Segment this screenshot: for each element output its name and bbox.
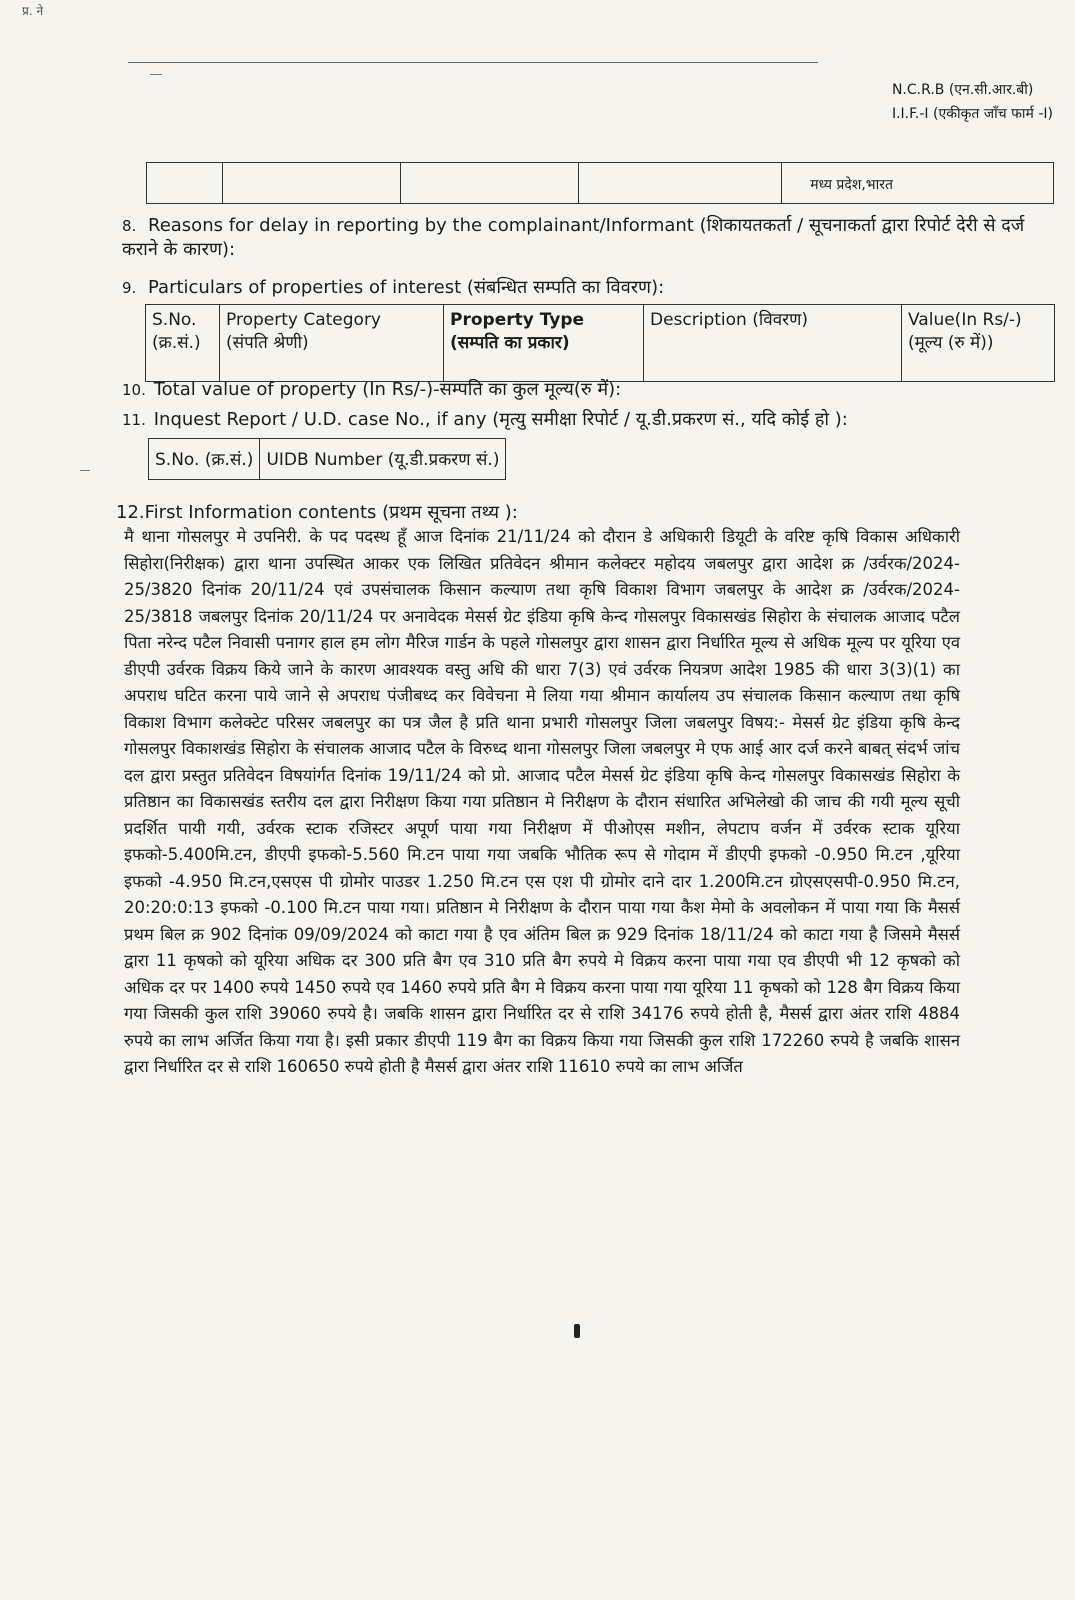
top-table-cell — [147, 163, 223, 203]
section-10-text: Total value of property (In Rs/-)-सम्पति का कुल मूल्य(रु में): — [153, 379, 622, 400]
section-8-text: Reasons for delay in reporting by the complainant/Informant (शिकायतकर्ता / सूचनाकर्ता द्वारा रिपोर्ट देरी से दर्ज कराने के कारण): — [122, 215, 1025, 260]
header-ncrb: N.C.R.B (एन.सी.आर.बी) — [891, 82, 1034, 98]
top-table-cell — [401, 163, 579, 203]
col-category-hi: (संपति श्रेणी) — [226, 333, 309, 353]
col-type-hi: (सम्पति का प्रकार) — [450, 333, 570, 353]
property-col-category — [220, 305, 444, 381]
top-table-cell — [579, 163, 782, 203]
section-9-text: Particulars of properties of interest (संबन्धित सम्पति का विवरण): — [148, 277, 665, 298]
section-9-number: 9. — [122, 279, 137, 297]
top-table-state-cell — [782, 163, 1053, 203]
col-category-en: Property Category — [226, 310, 381, 330]
col-description-en: Description (विवरण) — [650, 310, 809, 330]
page-number-mark — [574, 1324, 580, 1338]
section-8 — [122, 214, 1057, 262]
top-info-table — [146, 162, 1054, 204]
scan-speck — [80, 470, 90, 471]
section-10-number: 10. — [122, 381, 146, 399]
property-col-description — [644, 305, 902, 381]
property-col-type — [444, 305, 644, 381]
section-11-text: Inquest Report / U.D. case No., if any (मृत्यु समीक्षा रिपोर्ट / यू.डी.प्रकरण सं., यदि कोई हो ): — [153, 409, 848, 430]
col-sno-hi: (क्र.सं.) — [152, 333, 201, 353]
property-table — [145, 304, 1055, 382]
section-10 — [122, 378, 1057, 402]
inquest-col-sno: S.No. (क्र.सं.) — [149, 439, 260, 479]
form-header — [892, 78, 1053, 126]
col-value-hi: (मूल्य (रु में)) — [908, 333, 994, 353]
section-9 — [122, 276, 1057, 300]
inquest-table — [148, 438, 506, 480]
section-8-number: 8. — [122, 217, 137, 235]
state-label: मध्य प्रदेश,भारत — [810, 177, 893, 193]
col-sno-en: S.No. — [152, 310, 197, 330]
inquest-col-uidb: UIDB Number (यू.डी.प्रकरण सं.) — [266, 450, 500, 470]
section-11-number: 11. — [122, 411, 146, 429]
col-value-en: Value(In Rs/-) — [908, 310, 1022, 330]
section-12-title: 12.First Information contents (प्रथम सूचना तथ्य ): — [116, 502, 518, 523]
top-rule-line — [128, 62, 818, 63]
scan-speck — [150, 74, 162, 75]
property-col-sno — [146, 305, 220, 381]
col-type-en: Property Type — [450, 310, 585, 330]
header-iif: I.I.F.-I (एकीकृत जाँच फार्म -I) — [891, 106, 1053, 122]
top-table-cell — [223, 163, 401, 203]
property-col-value — [902, 305, 1052, 381]
section-11 — [122, 408, 1057, 432]
corner-handwritten-mark: प्र. ने — [22, 4, 44, 18]
first-information-body: मै थाना गोसलपुर मे उपनिरी. के पद पदस्थ हूँ आज दिनांक 21/11/24 को दौरान डे अधिकारी डियूटी के वरिष्ट कृषि विकास अधिकारी सिहोरा(निरीक्षक) द्वारा थाना उपस्थित आकर एक लिखित प्रतिवेदन श्रीमान कलेक्टर महोदय जबलपुर द्वारा आदेश क्र /उर्वरक/2024-25/3820 दिनांक 20/11/24 एवं उपसंचालक किसान कल्याण तथा कृषि विकाश विभाग जबलपुर के आदेश क्र /उर्वरक/2024-25/3818 जबलपुर दिनांक 20/11/24 पर अनावेदक मेसर्स ग्रेट इंडिया कृषि केन्द गोसलपुर विकासखंड सिहोरा के संचालक आजाद पटैल पिता नरेन्द पटैल निवासी पनागर हाल हम लोग मैरिज गार्डन के पहले गोसलपुर द्वारा शासन द्वारा निर्धारित मूल्य से अधिक मूल्य पर यूरिया एव डीएपी उर्वरक विक्रय किये जाने के कारण आवश्यक वस्तु अधि की धारा 7(3) एवं उर्वरक नियत्रण आदेश 1985 की धारा 3(3)(1) का अपराध घटित करना पाये जाने से अपराध पंजीबध्द कर विवेचना मे लिया गया श्रीमान कार्यालय उप संचालक किसान कल्याण तथा कृषि विकाश विभाग कलेक्टेट परिसर जबलपुर का पत्र जैल है प्रति थाना प्रभारी गोसलपुर जिला जबलपुर विषय:- मेसर्स ग्रेट इंडिया कृषि केन्द गोसलपुर विकाशखंड सिहोरा के संचालक आजाद पटैल के विरुध्द थाना गोसलपुर जिला जबलपुर मे एफ आई आर दर्ज करने बाबत् संदर्भ जांच दल द्वारा प्रस्तुत प्रतिवेदन विषयांर्गत दिनांक 19/11/24 को प्रो. आजाद पटैल मेसर्स ग्रेट इंडिया कृषि केन्द गोसलपुर विकासखंड सिहोरा के प्रतिष्ठान का विकासखंड स्तरीय दल द्वारा निरीक्षण किया गया प्रतिष्ठान मे निरीक्षण के दौरान संधारित अभिलेखो की जाच की गयी मूल्य सूची प्रदर्शित पायी गयी, उर्वरक स्टाक रजिस्टर अपूर्ण पाया गया निरीक्षण में पीओएस मशीन, लेपटाप वर्जन में उर्वरक स्टाक यूरिया इफको-5.400मि.टन, डीएपी इफको-5.560 मि.टन पाया गया जबकि भौतिक रूप से गोदाम में डीएपी इफको -0.950 मि.टन ,यूरिया इफको -4.950 मि.टन,एसएस पी ग्रोमोर पाउडर 1.250 मि.टन एस एश पी ग्रोमोर दाने दार 1.200मि.टन ग्रोएसएसपी-0.950 मि.टन, 20:20:0:13 इफको -0.100 मि.टन पाया गया। प्रतिष्ठान मे निरीक्षण के दौरान पाया गया कैश मेमो के अवलोकन में पाया गया कि मैसर्स प्रथम बिल क्र 902 दिनांक 09/09/2024 को काटा गया है एव अंतिम बिल क्र 929 दिनांक 18/11/24 को काटा गया है जिसमे मैसर्स द्वारा 11 कृषको को यूरिया अधिक दर 300 प्रति बैग एव 310 प्रति बैग रुपये मे विक्रय करना पाया गया एव डीएपी भी 12 कृषको को अधिक दर पर 1400 रुपये 1450 रुपये एव 1460 रुपये प्रति बैग मे विक्रय करना पाया गया यूरिया 11 कृषको को 128 बैग विक्रय किया गया जिसकी कुल राशि 39060 रुपये है। जबकि शासन द्वारा निर्धारित दर से राशि 34176 रुपये होती है, मैसर्स द्वारा अंतर राशि 4884 रुपये का लाभ अर्जित किया गया है। इसी प्रकार डीएपी 119 बैग का विक्रय किया गया जिसकी कुल राशि 172260 रुपये है जबकि शासन द्वारा निर्धारित दर से राशि 160650 रुपये होती है मैसर्स द्वारा अंतर राशि 11610 रुपये का लाभ अर्जित — [124, 527, 960, 1076]
